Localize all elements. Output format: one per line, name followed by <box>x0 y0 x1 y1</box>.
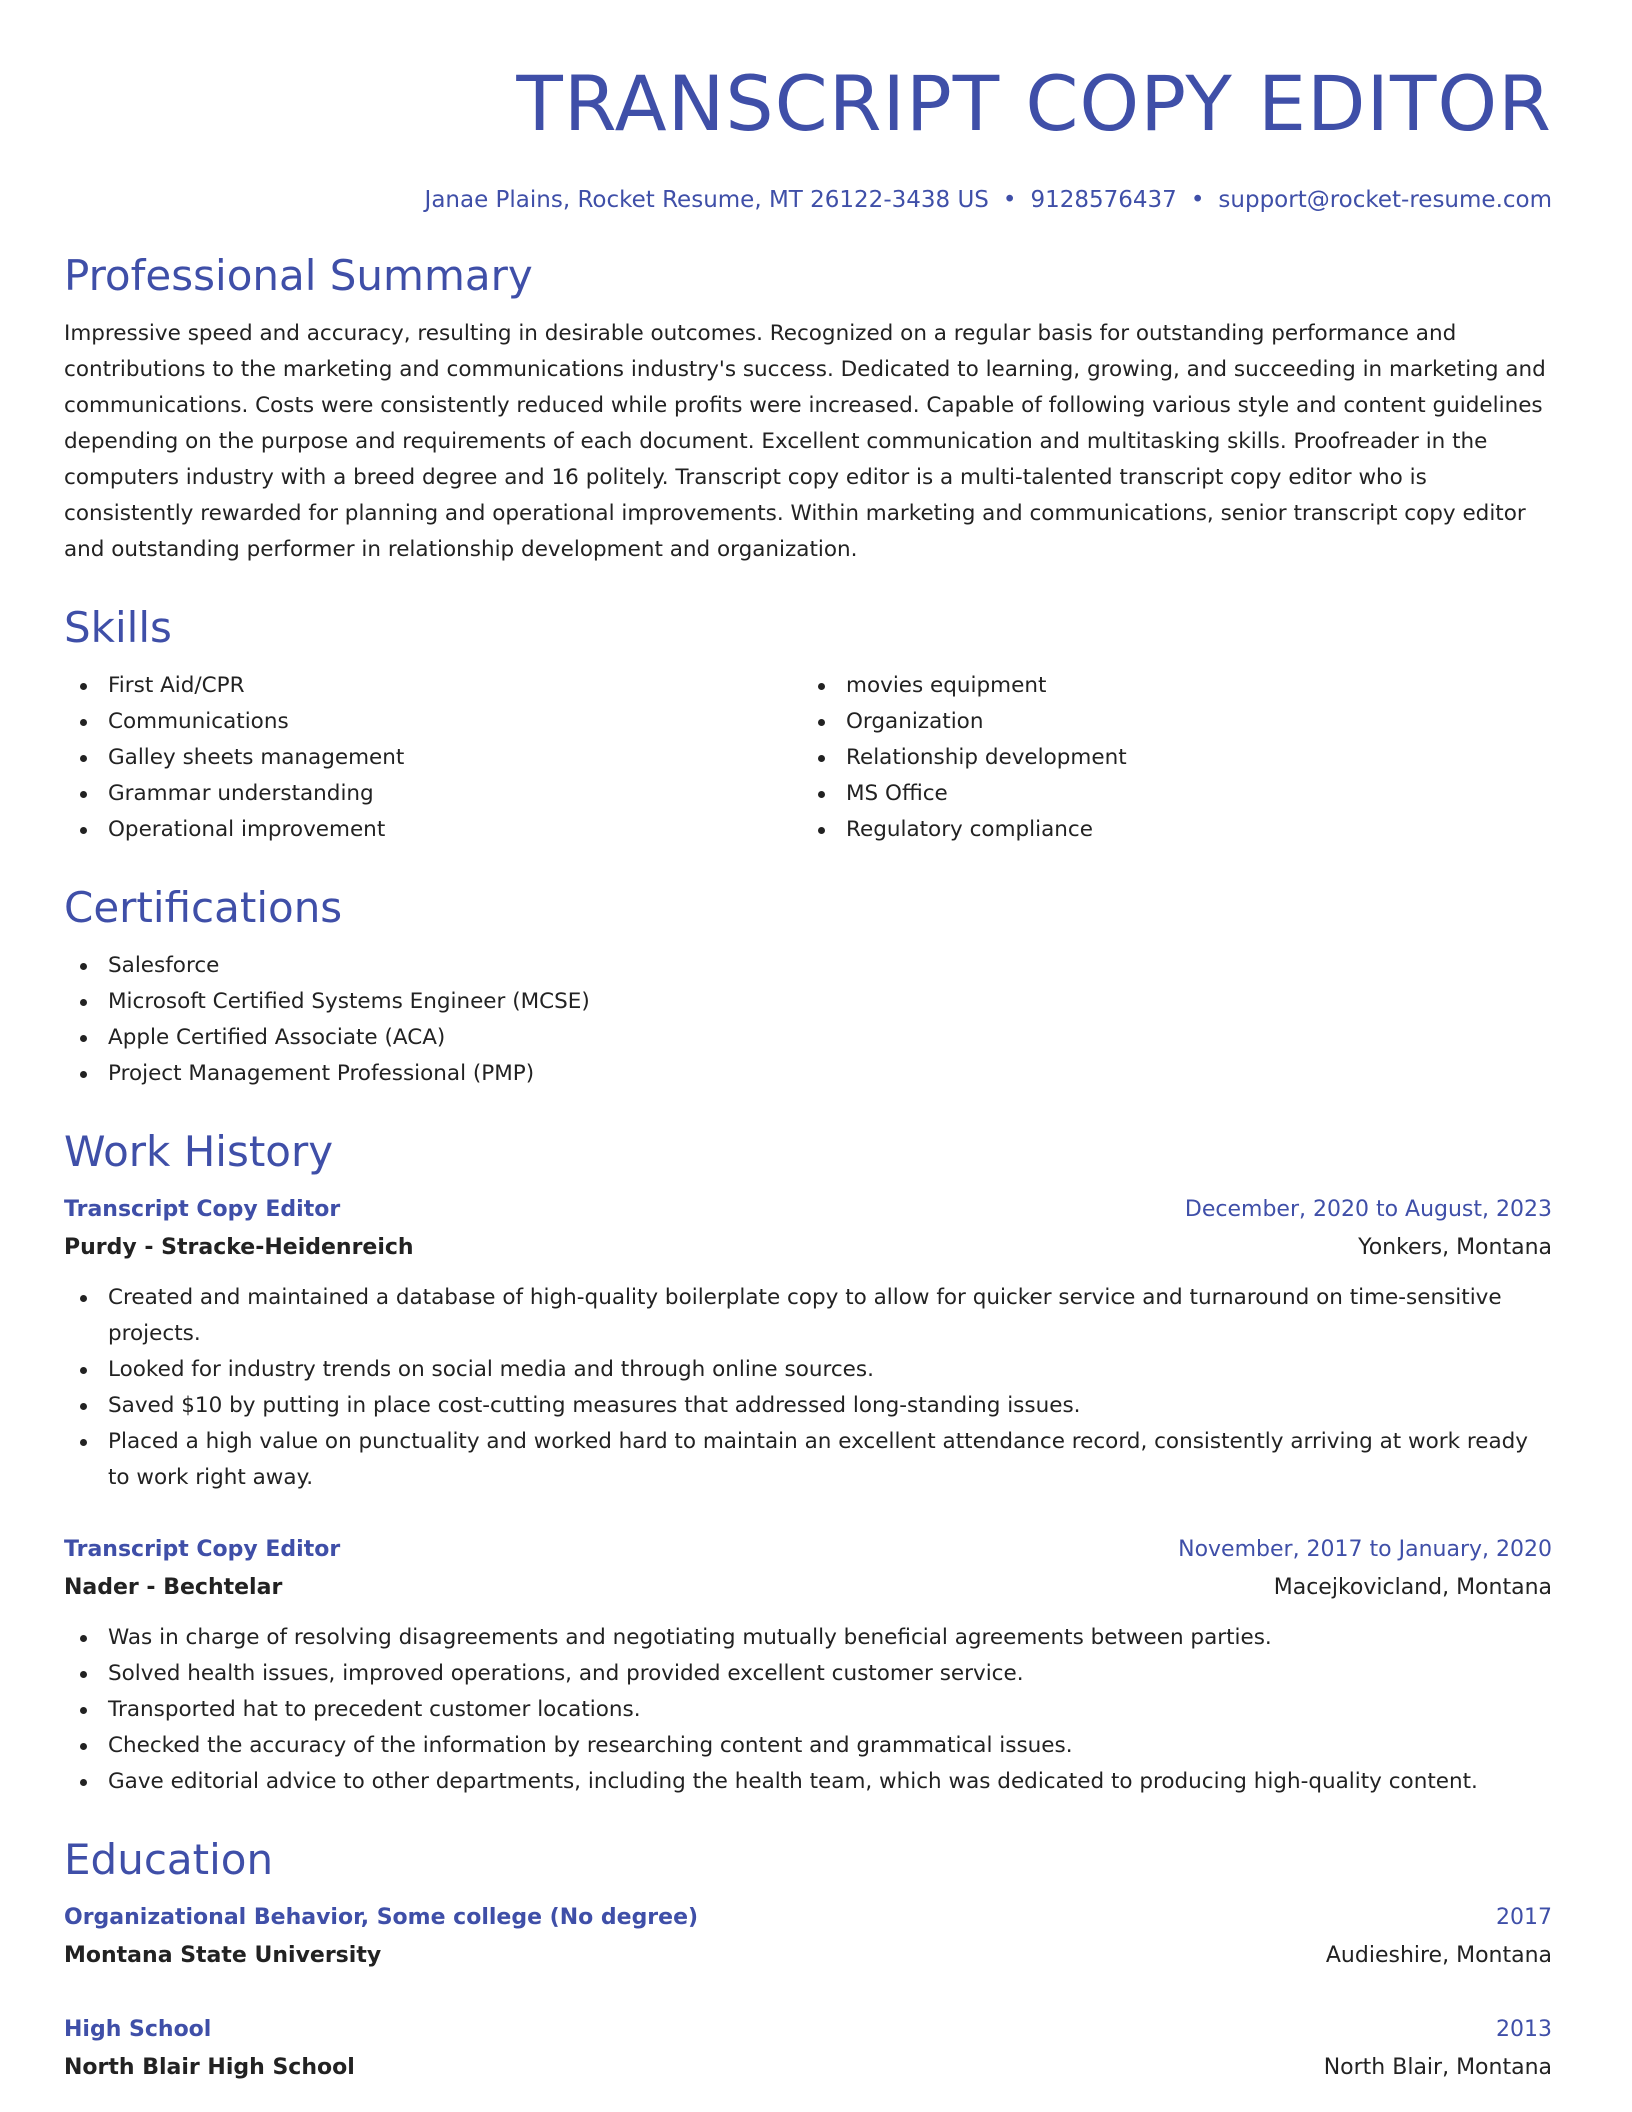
job-duties <box>64 1620 1554 1800</box>
job-duty-item: Checked the accuracy of the information by researching content and grammatical issues. <box>64 1728 1554 1764</box>
job-duty-item: Was in charge of resolving disagreements and negotiating mutually beneficial agreements between parties. <box>64 1620 1554 1656</box>
job-duty-item: Looked for industry trends on social media and through online sources. <box>64 1352 1554 1388</box>
summary-text: Impressive speed and accuracy, resulting in desirable outcomes. Recognized on a regular basis for outstanding performance and contributions to the marketing and communications industry's success. Dedicated to learning, growing, and succeeding in marketing and communications. Costs were consistently reduced while profits were increased. Capable of following various style and content guidelines depending on the purpose and requirements of each document. Excellent communication and multitasking skills. Proofreader in the computers industry with a breed degree and 16 politely. Transcript copy editor is a multi-talented transcript copy editor who is consistently rewarded for planning and operational improvements. Within marketing and communications, senior transcript copy editor and outstanding performer in relationship development and organization. <box>64 321 1546 562</box>
education-section <box>64 1834 1552 2088</box>
skills-column-left <box>64 668 802 848</box>
certifications-heading: Certifications <box>64 883 343 932</box>
job-location: Yonkers, Montana <box>1358 1235 1552 1260</box>
skill-item: First Aid/CPR <box>64 668 802 704</box>
skills-section <box>64 602 1552 848</box>
job-duty-item: Gave editorial advice to other departments, including the health team, which was dedicated to producing high-quality content. <box>64 1764 1554 1800</box>
certification-item: Apple Certified Associate (ACA) <box>64 1020 1552 1056</box>
contact-info <box>64 184 1552 216</box>
job-duty-item: Created and maintained a database of high-quality boilerplate copy to allow for quicker service and turnaround on time-sensitive projects. <box>64 1280 1554 1352</box>
job-duty-item: Saved $10 by putting in place cost-cutting measures that addressed long-standing issues. <box>64 1388 1554 1424</box>
job-title-row <box>64 1532 1552 1568</box>
education-degree: Organizational Behavior, Some college (No degree) <box>64 1905 699 1930</box>
job-company: Nader - Bechtelar <box>64 1575 283 1600</box>
education-location: Audieshire, Montana <box>1325 1943 1552 1968</box>
candidate-name: TRANSCRIPT COPY EDITOR <box>516 59 1552 148</box>
work-history-section <box>64 1126 1552 1800</box>
job-entry <box>64 1192 1552 1496</box>
education-year: 2013 <box>1496 2017 1552 2042</box>
skill-item: Galley sheets management <box>64 740 802 776</box>
skill-item: Relationship development <box>802 740 1540 776</box>
certification-item: Microsoft Certified Systems Engineer (MCSE) <box>64 984 1552 1020</box>
job-entry <box>64 1532 1552 1800</box>
certifications-list <box>64 948 1552 1092</box>
skill-item: Regulatory compliance <box>802 812 1540 848</box>
education-school-row <box>64 1936 1552 1976</box>
skill-item: Grammar understanding <box>64 776 802 812</box>
education-degree: High School <box>64 2017 212 2042</box>
job-duty-item: Placed a high value on punctuality and worked hard to maintain an excellent attendance record, consistently arriving at work ready to work right away. <box>64 1424 1554 1496</box>
job-company: Purdy - Stracke-Heidenreich <box>64 1235 414 1260</box>
education-school-row <box>64 2048 1552 2088</box>
job-dates: December, 2020 to August, 2023 <box>1184 1197 1552 1222</box>
job-location: Macejkovicland, Montana <box>1273 1575 1552 1600</box>
job-company-row <box>64 1228 1552 1268</box>
work-history-heading: Work History <box>64 1127 334 1176</box>
job-title-row <box>64 1192 1552 1228</box>
job-duty-item: Transported hat to precedent customer locations. <box>64 1692 1554 1728</box>
certification-item: Salesforce <box>64 948 1552 984</box>
job-duties <box>64 1280 1554 1496</box>
skill-item: Communications <box>64 704 802 740</box>
skill-item: movies equipment <box>802 668 1540 704</box>
education-school: North Blair High School <box>64 2055 355 2080</box>
job-title: Transcript Copy Editor <box>64 1197 341 1222</box>
education-entry <box>64 1900 1552 1976</box>
education-year: 2017 <box>1496 1905 1552 1930</box>
skill-item: Operational improvement <box>64 812 802 848</box>
summary-heading: Professional Summary <box>64 251 533 300</box>
contact-address: Janae Plains, Rocket Resume, MT 26122-3438 US <box>424 187 989 213</box>
job-company-row <box>64 1568 1552 1608</box>
job-title: Transcript Copy Editor <box>64 1537 341 1562</box>
job-duty-item: Solved health issues, improved operations, and provided excellent customer service. <box>64 1656 1554 1692</box>
education-location: North Blair, Montana <box>1323 2055 1552 2080</box>
education-degree-row <box>64 1900 1552 1936</box>
resume-header <box>64 56 1552 216</box>
skills-column-right <box>802 668 1540 848</box>
skill-item: Organization <box>802 704 1540 740</box>
contact-phone: 9128576437 <box>1030 187 1177 213</box>
education-degree-row <box>64 2012 1552 2048</box>
skills-grid <box>64 668 1552 848</box>
education-heading: Education <box>64 1835 274 1884</box>
skills-heading: Skills <box>64 603 172 652</box>
education-school: Montana State University <box>64 1943 382 1968</box>
education-entry <box>64 2012 1552 2088</box>
contact-separator: • <box>1002 187 1017 213</box>
certifications-section <box>64 882 1552 1092</box>
summary-section <box>64 250 1552 568</box>
contact-separator: • <box>1190 187 1205 213</box>
skill-item: MS Office <box>802 776 1540 812</box>
job-dates: November, 2017 to January, 2020 <box>1178 1537 1552 1562</box>
contact-email[interactable]: support@rocket-resume.com <box>1218 187 1552 213</box>
certification-item: Project Management Professional (PMP) <box>64 1056 1552 1092</box>
